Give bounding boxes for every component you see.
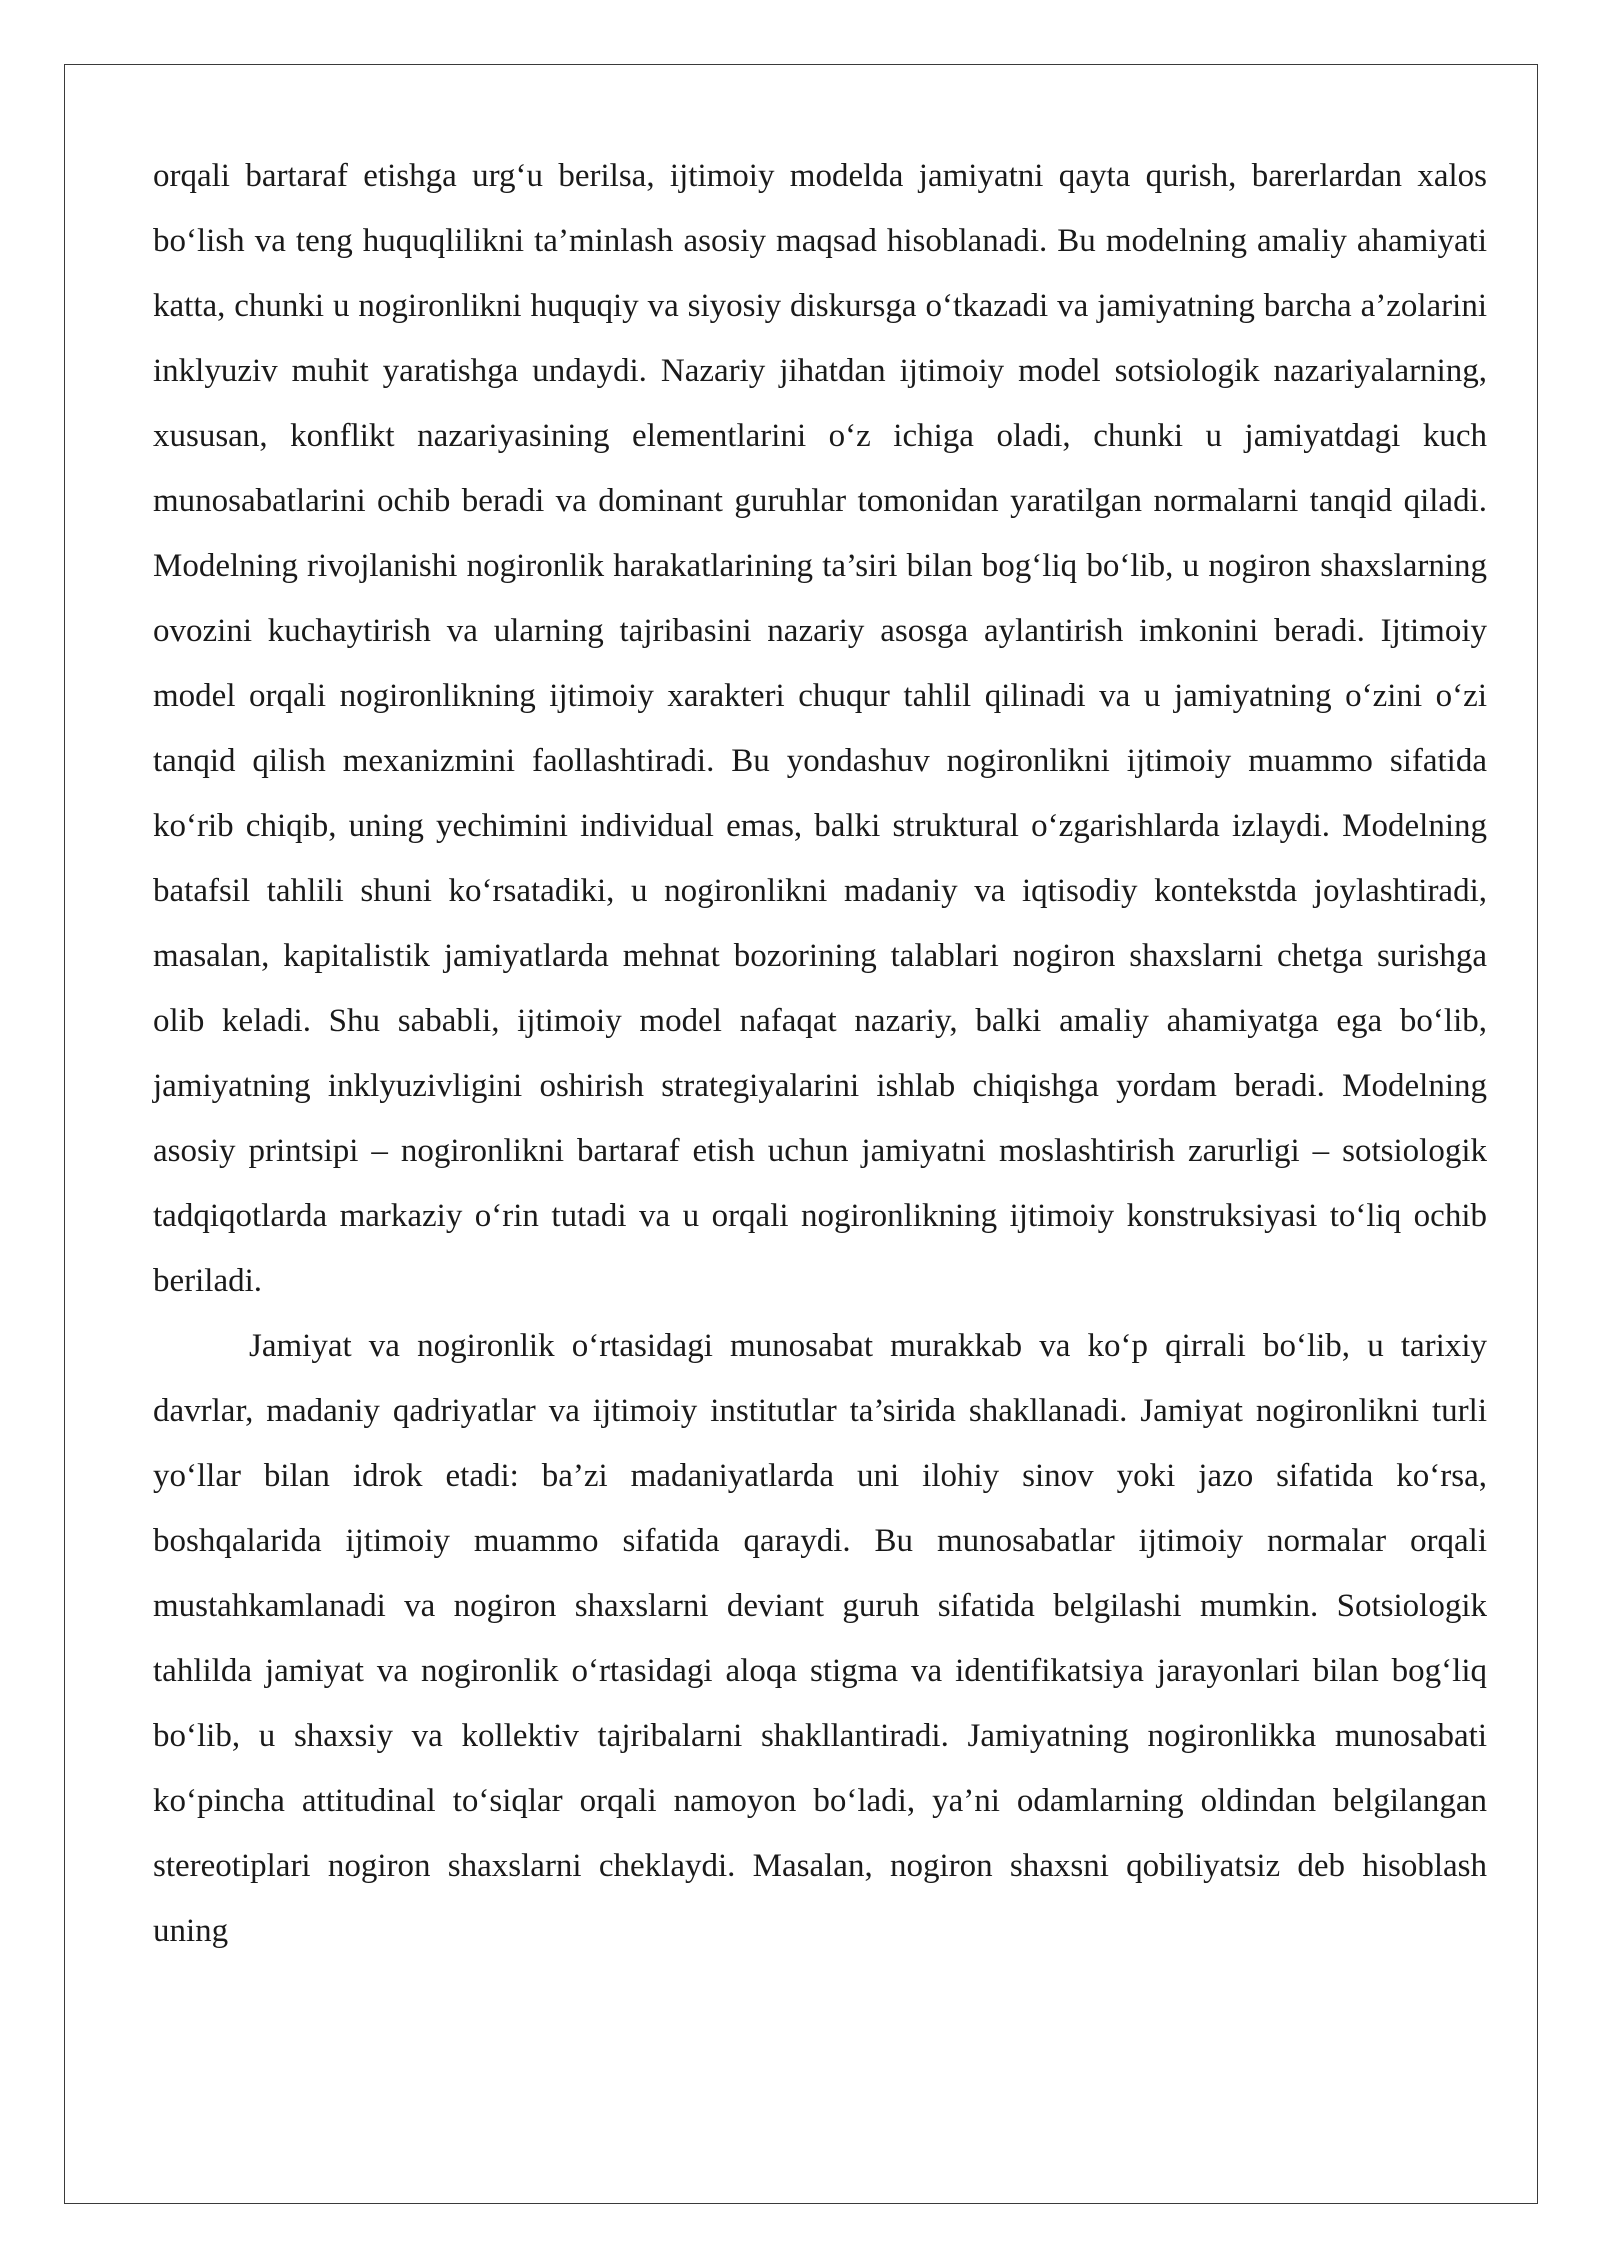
document-body [153, 144, 1487, 1964]
paragraph: Jamiyat va nogironlik o‘rtasidagi munosabat murakkab va ko‘p qirrali bo‘lib, u tarixiy davrlar, madaniy qadriyatlar va ijtimoiy institutlar ta’sirida shakllanadi. Jamiyat nogironlikni turli yo‘llar bilan idrok etadi: ba’zi madaniyatlarda uni ilohiy sinov yoki jazo sifatida ko‘rsa, boshqalarida ijtimoiy muammo sifatida qaraydi. Bu munosabatlar ijtimoiy normalar orqali mustahkamlanadi va nogiron shaxslarni deviant guruh sifatida belgilashi mumkin. Sotsiologik tahlilda jamiyat va nogironlik o‘rtasidagi aloqa stigma va identifikatsiya jarayonlari bilan bog‘liq bo‘lib, u shaxsiy va kollektiv tajribalarni shakllantiradi. Jamiyatning nogironlikka munosabati ko‘pincha attitudinal to‘siqlar orqali namoyon bo‘ladi, ya’ni odamlarning oldindan belgilangan stereotiplari nogiron shaxslarni cheklaydi. Masalan, nogiron shaxsni qobiliyatsiz deb hisoblash uning [153, 1328, 1487, 1949]
paragraph: orqali bartaraf etishga urg‘u berilsa, ijtimoiy modelda jamiyatni qayta qurish, barerlardan xalos bo‘lish va teng huquqlilikni ta’minlash asosiy maqsad hisoblanadi. Bu modelning amaliy ahamiyati katta, chunki u nogironlikni huquqiy va siyosiy diskursga o‘tkazadi va jamiyatning barcha a’zolarini inklyuziv muhit yaratishga undaydi. Nazariy jihatdan ijtimoiy model sotsiologik nazariyalarning, xususan, konflikt nazariyasining elementlarini o‘z ichiga oladi, chunki u jamiyatdagi kuch munosabatlarini ochib beradi va dominant guruhlar tomonidan yaratilgan normalarni tanqid qiladi. Modelning rivojlanishi nogironlik harakatlarining ta’siri bilan bog‘liq bo‘lib, u nogiron shaxslarning ovozini kuchaytirish va ularning tajribasini nazariy asosga aylantirish imkonini beradi. Ijtimoiy model orqali nogironlikning ijtimoiy xarakteri chuqur tahlil qilinadi va u jamiyatning o‘zini o‘zi tanqid qilish mexanizmini faollashtiradi. Bu yondashuv nogironlikni ijtimoiy muammo sifatida ko‘rib chiqib, uning yechimini individual emas, balki struktural o‘zgarishlarda izlaydi. Modelning batafsil tahlili shuni ko‘rsatadiki, u nogironlikni madaniy va iqtisodiy kontekstda joylashtiradi, masalan, kapitalistik jamiyatlarda mehnat bozorining talablari nogiron shaxslarni chetga surishga olib keladi. Shu sababli, ijtimoiy model nafaqat nazariy, balki amaliy ahamiyatga ega bo‘lib, jamiyatning inklyuzivligini oshirish strategiyalarini ishlab chiqishga yordam beradi. Modelning asosiy printsipi – nogironlikni bartaraf etish uchun jamiyatni moslashtirish zarurligi – sotsiologik tadqiqotlarda markaziy o‘rin tutadi va u orqali nogironlikning ijtimoiy konstruksiyasi to‘liq ochib beriladi. [153, 158, 1487, 1299]
